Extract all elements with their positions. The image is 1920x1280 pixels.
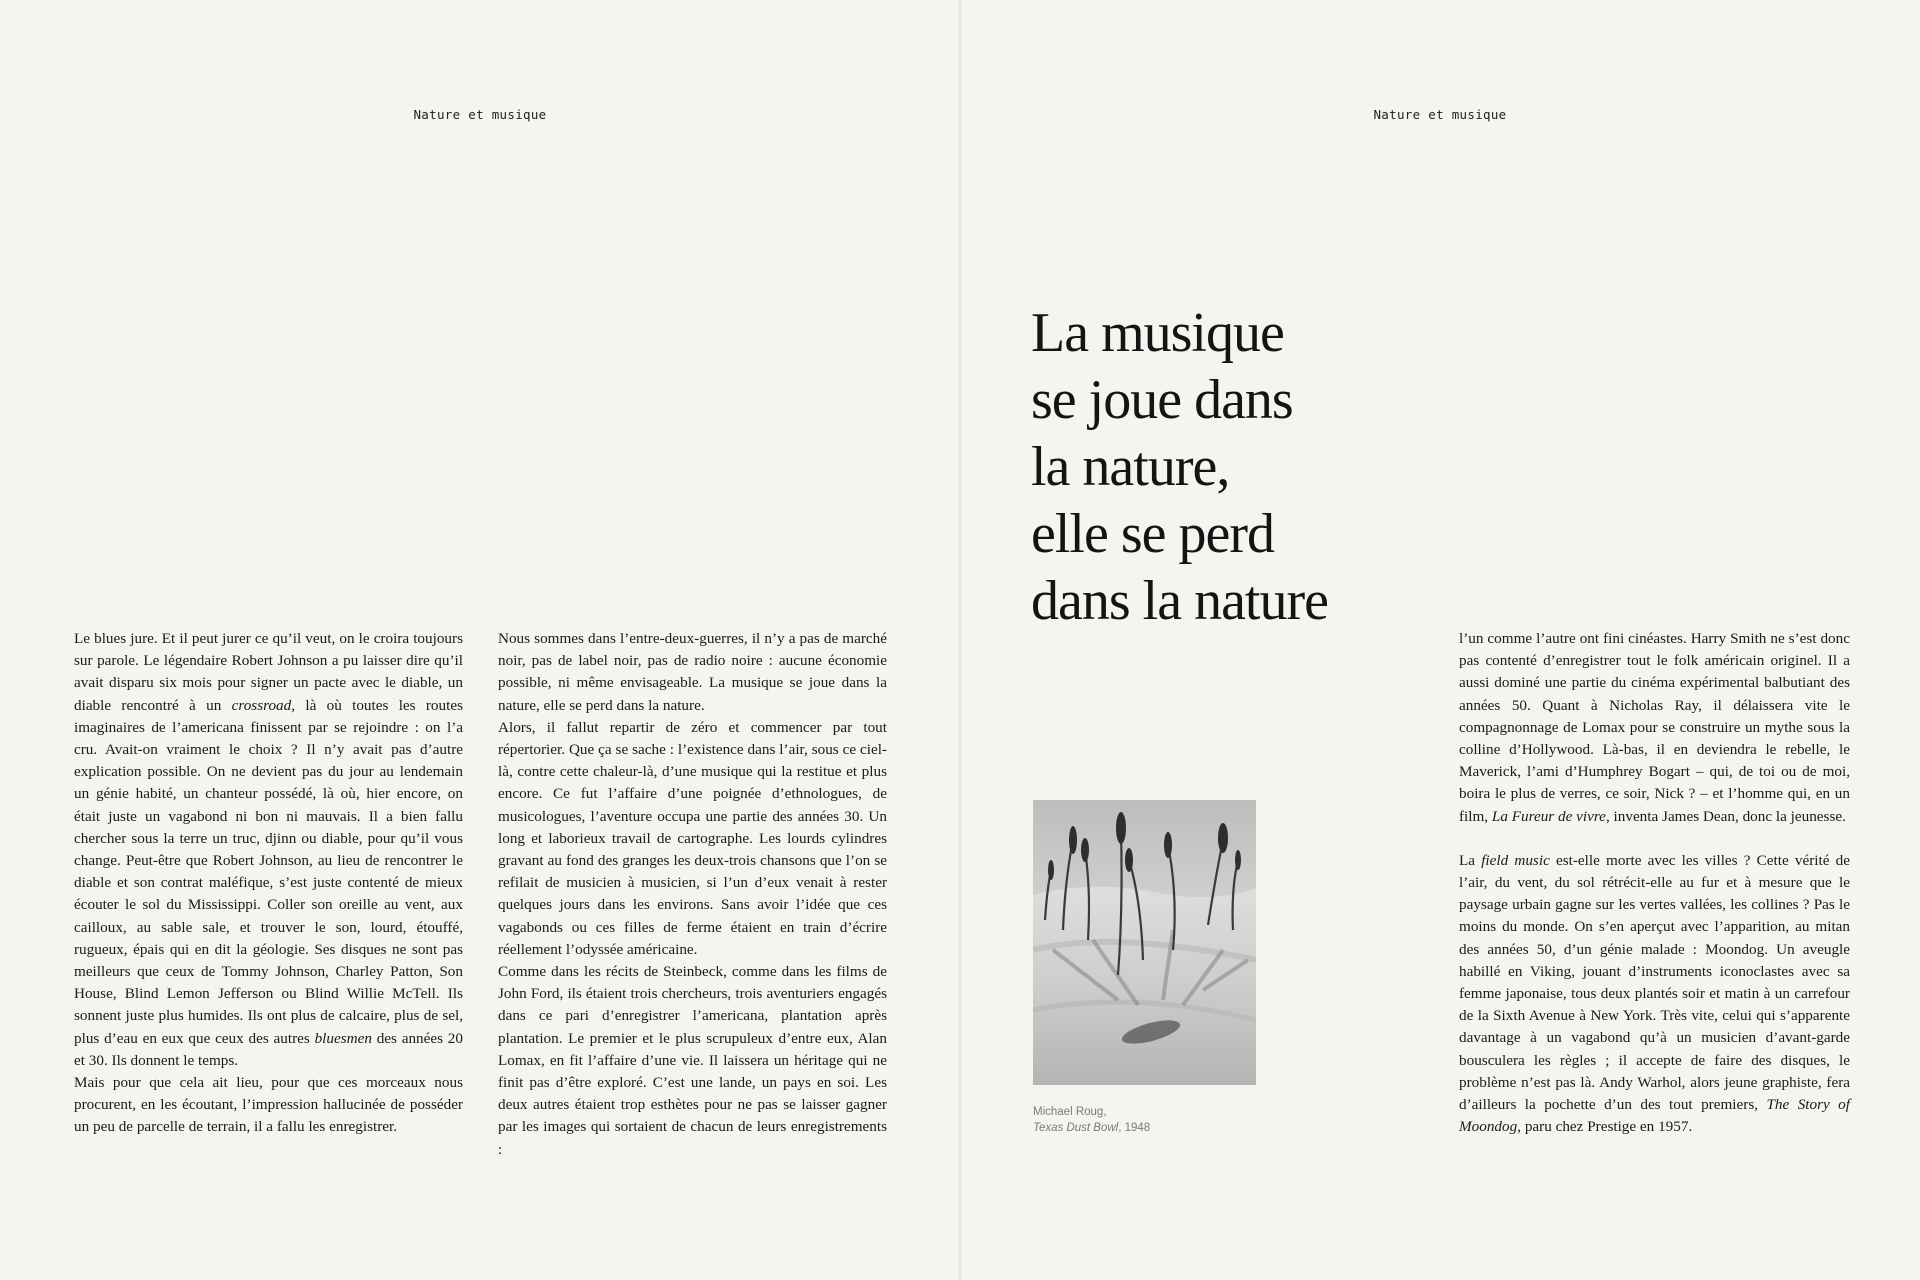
text-run: Alors, il fallut repartir de zéro et commencer par tout répertorier. Que ça se sache : l’existence dans l’air, sous ce ciel-là, contre cette chaleur-là, d’une musique qui la restitue et plus encore. Ce fut l’affaire d’une poignée d’ethnologues, de musicologues, l’aventure occupa une partie des années 30. Un long et laborieux travail de cartographe. Les lourds cylindres gravant au fond des granges les deux-trois chansons que l’on se refilait de musicien à musicien, si l’un d’eux venait à rester quelques jours dans les environs. Sans avoir l’idée que ces vagabonds ou ces filles de ferme étaient en train d’écrire réellement l’odyssée américaine.: [498, 718, 887, 958]
caption-year: , 1948: [1118, 1122, 1151, 1134]
headline-line: dans la nature: [1031, 570, 1328, 632]
paragraph: [498, 628, 887, 717]
paragraph: [498, 717, 887, 961]
dust-bowl-photo: [1033, 800, 1256, 1085]
headline-line: La musique: [1031, 302, 1284, 364]
left-page: [0, 0, 959, 1280]
caption-title-line: [1033, 1120, 1293, 1136]
running-head-left: Nature et musique: [413, 107, 547, 122]
running-head-right: Nature et musique: [1373, 107, 1507, 122]
headline-line: elle se perd: [1031, 503, 1274, 565]
right-page: [961, 0, 1920, 1280]
italic-text: La Fureur de vivre: [1491, 807, 1606, 825]
italic-text: bluesmen: [314, 1029, 372, 1047]
text-run: , paru chez Prestige en 1957.: [1517, 1118, 1693, 1136]
photo-caption: [1033, 1104, 1293, 1136]
headline-line: la nature,: [1031, 436, 1230, 498]
caption-title: Texas Dust Bowl: [1033, 1122, 1119, 1134]
text-run: La: [1459, 851, 1482, 869]
italic-text: crossroad: [231, 696, 292, 714]
headline-line: se joue dans: [1031, 369, 1293, 431]
pull-quote-headline: [1031, 300, 1451, 635]
body-column-3: [1459, 628, 1850, 1138]
text-run: Nous sommes dans l’entre-deux-guerres, il n’y a pas de marché noir, pas de label noir, pas de radio noire : aucune économie possible, ni même envisageable. La musique se joue dans la nature, elle se perd dans la nature.: [498, 630, 887, 714]
text-run: Le blues jure. Et il peut jurer ce qu’il veut, on le croira toujours sur parole. Le légendaire Robert Johnson a pu laisser dire qu’il avait disparu six mois pour signer un pacte avec le diable, un diable rencontré à un: [74, 630, 463, 714]
text-run: Comme dans les récits de Steinbeck, comme dans les films de John Ford, ils étaient trois chercheurs, trois aventuriers engagés dans ce pari d’enregistrer l’americana, plantation après plantation. Le premier et le plus scrupuleux d’entre eux, Alan Lomax, en fit l’affaire d’une vie. Il laissera un héritage qui ne finit pas d’être exploré. C’est une lande, un pays en soi. Les deux autres étaient trop esthètes pour ne pas se laisser gagner par les images qui sortaient de chacun de leurs enregistrements :: [498, 963, 887, 1158]
text-run: l’un comme l’autre ont fini cinéastes. Harry Smith ne s’est donc pas contenté d’enregistrer tout le folk américain originel. Il a aussi dominé une partie du cinéma expérimental balbutiant des années 50. Quant à Nicholas Ray, il délaissera vite le compagnonnage de Lomax pour se construire un mythe sous la colline d’Hollywood. Là-bas, il en deviendra le rebelle, le Maverick, l’ami d’Humphrey Bogart – qui, de toi ou de moi, boira le plus de verres, ce soir, Nick ? – et l’homme qui, en un film,: [1459, 630, 1850, 825]
text-run: , là où toutes les routes imaginaires de l’americana finissent par se rejoindre : on l’a cru. Avait-on vraiment le choix ? Il n’y avait pas d’autre explication possible. On ne devient pas du jour au lendemain un génie habité, un chanteur possédé, là où, hier encore, on était juste un vagabond ni bon ni mauvais. Il a bien fallu chercher sous la terre un truc, djinn ou diable, pour qu’il vous change. Peut-être que Robert Johnson, au lieu de rencontrer le diable et son contrat maléfique, s’est juste contenté de mieux écouter le sol du Mississippi. Coller son oreille au vent, aux cailloux, au sable sale, et trouver le son, lourd, étouffé, rugueux, épais qui en dit la géologie. Ses disques ne sont pas meilleurs que ceux de Tommy Johnson, Charley Patton, Son House, Blind Lemon Jefferson ou Blind Willie McTell. Ils sonnent juste plus humides. Ils ont plus de calcaire, plus de sel, plus d’eau en eux que ceux des autres: [74, 696, 463, 1047]
paragraph: [74, 1072, 463, 1139]
caption-author: Michael Roug,: [1033, 1106, 1107, 1118]
paragraph: [1459, 850, 1850, 1139]
text-run: est-elle morte avec les villes ? Cette vérité de l’air, du vent, du sol rétrécit-elle au fur et à mesure que le paysage urbain gagne sur les vertes vallées, les collines ? Pas le moins du monde. On s’en aperçut avec l’apparition, au mitan des années 50, d’un génie malade : Moondog. Un aveugle habillé en Viking, jouant d’instruments iconoclastes avec sa femme japonaise, tous deux plantés soir et matin à un carrefour de la Sixth Avenue à New York. Très vite, celui qui s’apparente davantage à un vagabond qu’à un musicien d’avant-garde bousculera les règles ; il accepte de faire des disques, le problème n’est pas là. Andy Warhol, alors jeune graphiste, fera d’ailleurs la pochette d’un des tout premiers,: [1459, 851, 1850, 1114]
text-run: des années 20 et 30. Ils donnent le temps.: [74, 1029, 463, 1069]
text-run: , inventa James Dean, donc la jeunesse.: [1605, 807, 1846, 825]
italic-text: The Story of Moondog: [1459, 1096, 1850, 1136]
paragraph: [1459, 628, 1850, 828]
body-column-1: [74, 628, 463, 1139]
body-column-2: [498, 628, 887, 1161]
paragraph: [74, 628, 463, 1072]
italic-text: field music: [1481, 851, 1550, 869]
text-run: Mais pour que cela ait lieu, pour que ces morceaux nous procurent, en les écoutant, l’impression hallucinée de posséder un peu de parcelle de terrain, il a fallu les enregistrer.: [74, 1074, 463, 1136]
paragraph: [498, 961, 887, 1161]
